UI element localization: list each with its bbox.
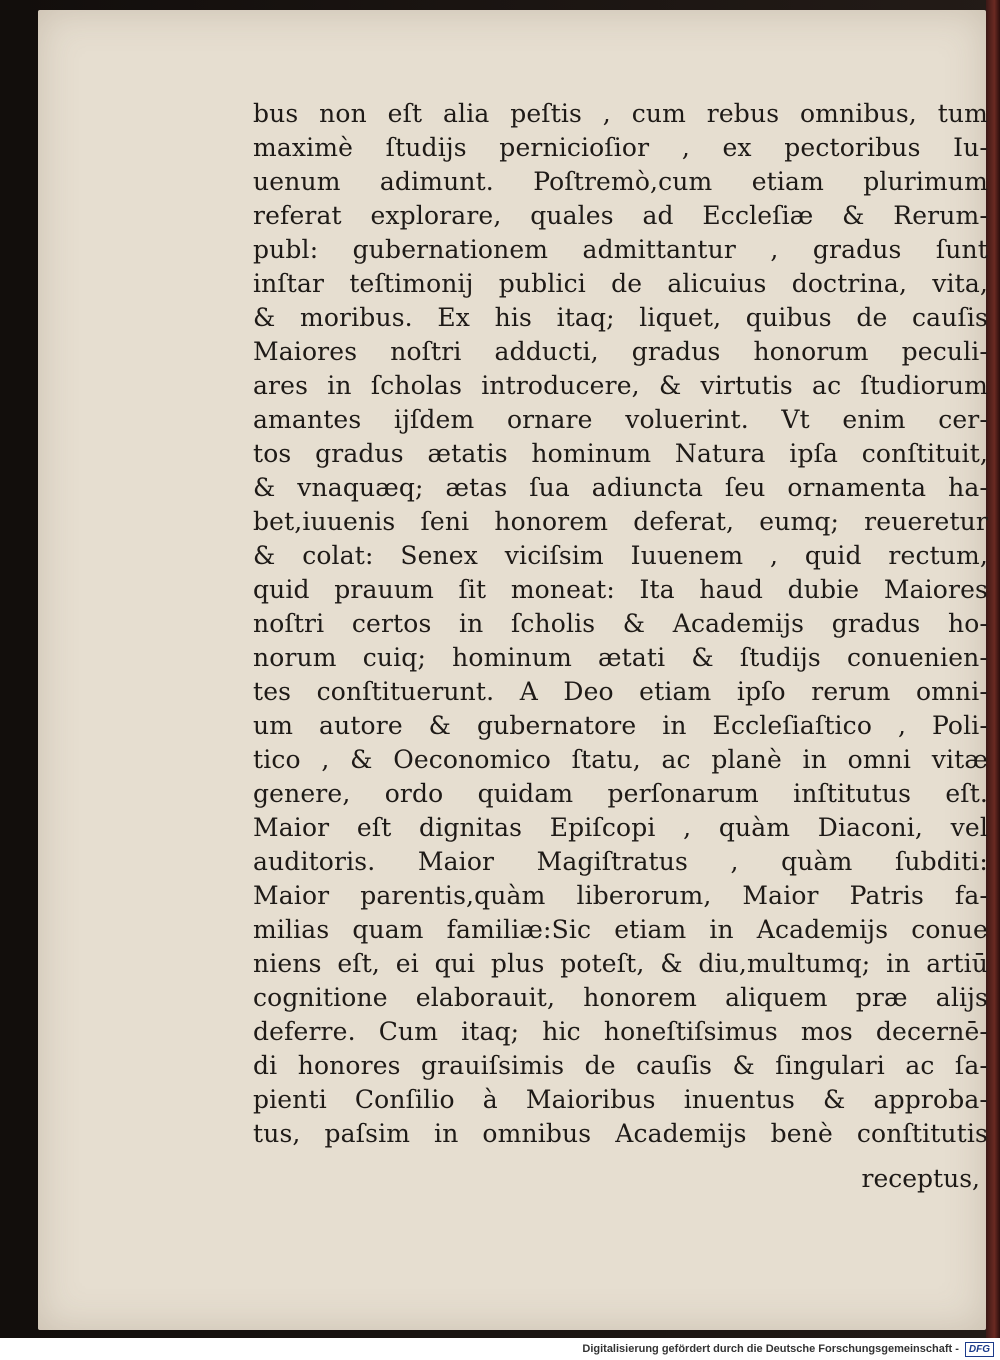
footer-bar (0, 1338, 1000, 1360)
text-line: ares in ſcholas introducere, & virtutis ac ſtudiorum (253, 371, 988, 400)
text-line: publ: gubernationem admittantur , gradus ſunt (253, 235, 988, 264)
text-line: amantes ijſdem ornare voluerint. Vt enim cer- (253, 405, 988, 434)
text-line: inſtar teſtimonij publici de alicuius doctrina, vita, (253, 269, 988, 298)
text-line: tos gradus ætatis hominum Natura ipſa conſtituit, (253, 439, 988, 468)
text-line: & vnaquæq; ætas ſua adiuncta ſeu ornamenta ha- (253, 473, 988, 502)
text-line: deferre. Cum itaq; hic honeſtiſsimus mos decernē- (253, 1017, 988, 1046)
text-line: auditoris. Maior Magiſtratus , quàm ſubditi: (253, 847, 988, 876)
text-line: & colat: Senex viciſsim Iuuenem , quid rectum, (253, 541, 988, 570)
text-line: cognitione elaborauit, honorem aliquem præ alijs (253, 983, 988, 1012)
text-line: bus non eſt alia peſtis , cum rebus omnibus, tum (253, 99, 988, 128)
text-line: quid prauum ſit moneat: Ita haud dubie Maiores (253, 575, 988, 604)
text-line: Maior parentis,quàm liberorum, Maior Patris fa- (253, 881, 988, 910)
text-line: niens eſt, ei qui plus poteſt, & diu,multumq; in artiū (253, 949, 988, 978)
text-line: tico , & Oeconomico ſtatu, ac planè in omni vitæ (253, 745, 988, 774)
text-line: tus, paſsim in omnibus Academijs benè conſtitutis (253, 1119, 988, 1148)
text-line: uenum adimunt. Poſtremò,cum etiam plurimum (253, 167, 988, 196)
text-line: Maior eſt dignitas Epiſcopi , quàm Diaconi, vel (253, 813, 988, 842)
text-line: genere, ordo quidam perſonarum inſtitutus eſt. (253, 779, 988, 808)
page-text (253, 97, 988, 1151)
text-line: bet,iuuenis ſeni honorem deferat, eumq; reueretur (253, 507, 988, 536)
text-line: referat explorare, quales ad Eccleſiæ & Rerum- (253, 201, 988, 230)
text-line: & moribus. Ex his itaq; liquet, quibus de cauſis (253, 303, 988, 332)
text-line: norum cuiq; hominum ætati & ſtudijs conuenien- (253, 643, 988, 672)
text-line: maximè ſtudijs pernicioſior , ex pectoribus Iu- (253, 133, 988, 162)
catchword: receptus, (861, 1164, 980, 1193)
text-line: tes conſtituerunt. A Deo etiam ipſo rerum omni- (253, 677, 988, 706)
dfg-logo: DFG (965, 1342, 994, 1357)
text-line: um autore & gubernatore in Eccleſiaſtico , Poli- (253, 711, 988, 740)
footer-credit: Digitalisierung gefördert durch die Deutsche Forschungsgemeinschaft - (582, 1343, 959, 1355)
text-line: pienti Conſilio à Maioribus inuentus & approba- (253, 1085, 988, 1114)
text-line: Maiores noſtri adducti, gradus honorum peculi- (253, 337, 988, 366)
text-line: milias quam familiæ:Sic etiam in Academijs conue (253, 915, 988, 944)
book-edge (986, 0, 1000, 1338)
text-line: di honores grauiſsimis de cauſis & ſingulari ac ſa- (253, 1051, 988, 1080)
text-line: noſtri certos in ſcholis & Academijs gradus ho- (253, 609, 988, 638)
